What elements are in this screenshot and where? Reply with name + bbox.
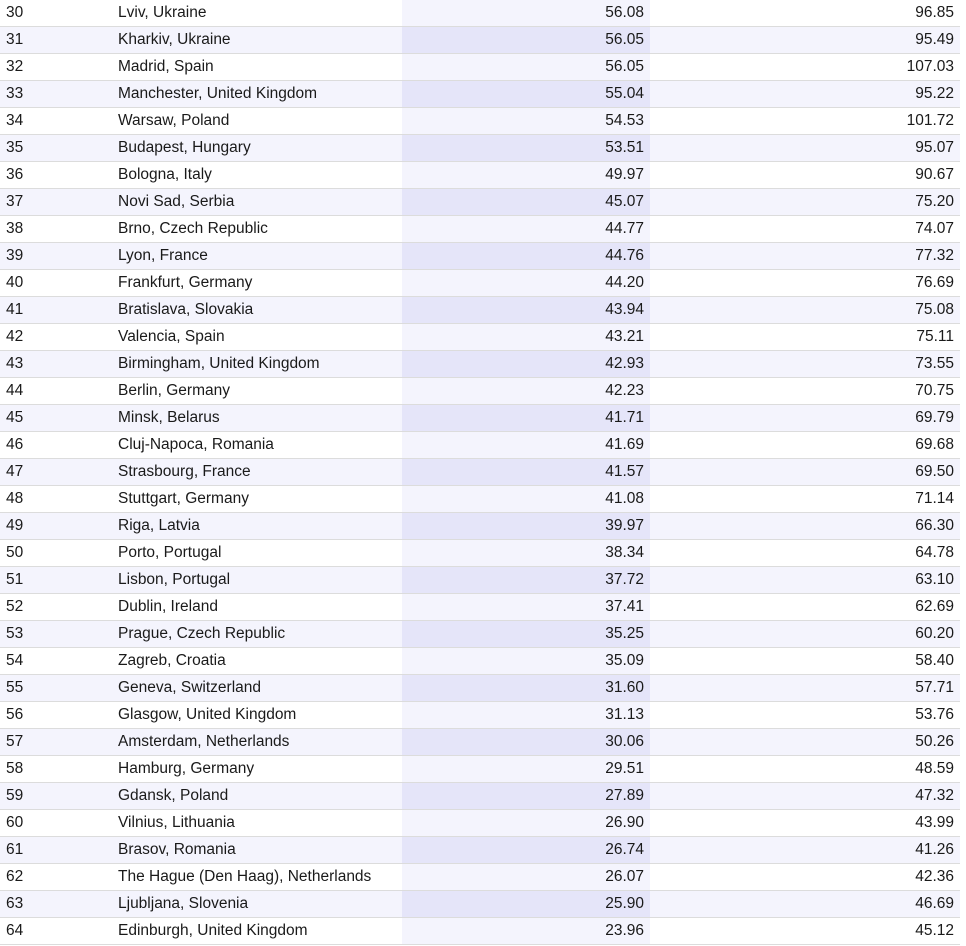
- index-value-cell: 55.04: [402, 81, 650, 108]
- table-row: [0, 270, 960, 297]
- city-cell: Gdansk, Poland: [112, 783, 402, 810]
- city-cell: Kharkiv, Ukraine: [112, 27, 402, 54]
- rank-cell: 62: [0, 864, 112, 891]
- rank-cell: 38: [0, 216, 112, 243]
- table-row: [0, 594, 960, 621]
- index-value-cell: 69.68: [650, 432, 960, 459]
- index-value-cell: 39.97: [402, 513, 650, 540]
- city-cell: Amsterdam, Netherlands: [112, 729, 402, 756]
- index-value-cell: 41.08: [402, 486, 650, 513]
- table-row: [0, 81, 960, 108]
- table-row: [0, 837, 960, 864]
- table-row: [0, 27, 960, 54]
- city-cell: Warsaw, Poland: [112, 108, 402, 135]
- rank-cell: 46: [0, 432, 112, 459]
- city-cell: Hamburg, Germany: [112, 756, 402, 783]
- city-cell: Budapest, Hungary: [112, 135, 402, 162]
- index-value-cell: 71.14: [650, 486, 960, 513]
- rank-cell: 49: [0, 513, 112, 540]
- city-cell: Stuttgart, Germany: [112, 486, 402, 513]
- rank-cell: 31: [0, 27, 112, 54]
- city-cell: Prague, Czech Republic: [112, 621, 402, 648]
- rank-cell: 33: [0, 81, 112, 108]
- city-cell: Ljubljana, Slovenia: [112, 891, 402, 918]
- index-value-cell: 50.26: [650, 729, 960, 756]
- rank-cell: 40: [0, 270, 112, 297]
- rank-cell: 55: [0, 675, 112, 702]
- index-value-cell: 46.69: [650, 891, 960, 918]
- rank-cell: 35: [0, 135, 112, 162]
- city-cell: Porto, Portugal: [112, 540, 402, 567]
- index-value-cell: 48.59: [650, 756, 960, 783]
- index-value-cell: 44.76: [402, 243, 650, 270]
- rank-cell: 39: [0, 243, 112, 270]
- table-row: [0, 567, 960, 594]
- table-row: [0, 513, 960, 540]
- index-value-cell: 23.96: [402, 918, 650, 945]
- index-value-cell: 73.55: [650, 351, 960, 378]
- city-cell: Brno, Czech Republic: [112, 216, 402, 243]
- table-row: [0, 108, 960, 135]
- index-value-cell: 41.26: [650, 837, 960, 864]
- index-value-cell: 62.69: [650, 594, 960, 621]
- index-value-cell: 95.22: [650, 81, 960, 108]
- table-row: [0, 675, 960, 702]
- rank-cell: 47: [0, 459, 112, 486]
- index-value-cell: 69.79: [650, 405, 960, 432]
- city-cell: Lyon, France: [112, 243, 402, 270]
- index-value-cell: 53.51: [402, 135, 650, 162]
- index-value-cell: 27.89: [402, 783, 650, 810]
- city-cell: Zagreb, Croatia: [112, 648, 402, 675]
- index-value-cell: 96.85: [650, 0, 960, 27]
- index-value-cell: 35.25: [402, 621, 650, 648]
- table-row: [0, 135, 960, 162]
- rank-cell: 51: [0, 567, 112, 594]
- city-cell: Minsk, Belarus: [112, 405, 402, 432]
- index-value-cell: 49.97: [402, 162, 650, 189]
- index-value-cell: 42.36: [650, 864, 960, 891]
- table-row: [0, 351, 960, 378]
- index-value-cell: 95.49: [650, 27, 960, 54]
- index-value-cell: 57.71: [650, 675, 960, 702]
- rank-cell: 37: [0, 189, 112, 216]
- rank-cell: 56: [0, 702, 112, 729]
- index-value-cell: 45.07: [402, 189, 650, 216]
- table-row: [0, 486, 960, 513]
- table-row: [0, 621, 960, 648]
- city-cell: Frankfurt, Germany: [112, 270, 402, 297]
- city-cell: Glasgow, United Kingdom: [112, 702, 402, 729]
- table-row: [0, 918, 960, 945]
- index-value-cell: 101.72: [650, 108, 960, 135]
- table-row: [0, 891, 960, 918]
- table-row: [0, 540, 960, 567]
- rank-cell: 36: [0, 162, 112, 189]
- index-value-cell: 25.90: [402, 891, 650, 918]
- index-value-cell: 56.05: [402, 54, 650, 81]
- index-value-cell: 41.57: [402, 459, 650, 486]
- city-cell: Bratislava, Slovakia: [112, 297, 402, 324]
- table-row: [0, 810, 960, 837]
- rank-cell: 61: [0, 837, 112, 864]
- index-value-cell: 95.07: [650, 135, 960, 162]
- index-value-cell: 47.32: [650, 783, 960, 810]
- index-value-cell: 75.11: [650, 324, 960, 351]
- index-value-cell: 64.78: [650, 540, 960, 567]
- index-value-cell: 77.32: [650, 243, 960, 270]
- index-value-cell: 45.12: [650, 918, 960, 945]
- rank-cell: 59: [0, 783, 112, 810]
- rank-cell: 44: [0, 378, 112, 405]
- rank-cell: 64: [0, 918, 112, 945]
- table-row: [0, 864, 960, 891]
- rank-cell: 50: [0, 540, 112, 567]
- rank-cell: 34: [0, 108, 112, 135]
- rank-cell: 58: [0, 756, 112, 783]
- index-value-cell: 38.34: [402, 540, 650, 567]
- index-value-cell: 44.77: [402, 216, 650, 243]
- city-cell: The Hague (Den Haag), Netherlands: [112, 864, 402, 891]
- index-value-cell: 75.08: [650, 297, 960, 324]
- city-cell: Riga, Latvia: [112, 513, 402, 540]
- rank-cell: 63: [0, 891, 112, 918]
- index-value-cell: 37.41: [402, 594, 650, 621]
- index-value-cell: 70.75: [650, 378, 960, 405]
- city-cell: Birmingham, United Kingdom: [112, 351, 402, 378]
- index-value-cell: 60.20: [650, 621, 960, 648]
- city-cell: Brasov, Romania: [112, 837, 402, 864]
- rank-cell: 32: [0, 54, 112, 81]
- index-value-cell: 66.30: [650, 513, 960, 540]
- table-row: [0, 783, 960, 810]
- rank-cell: 48: [0, 486, 112, 513]
- table-row: [0, 0, 960, 27]
- rank-cell: 60: [0, 810, 112, 837]
- city-cell: Lisbon, Portugal: [112, 567, 402, 594]
- index-value-cell: 35.09: [402, 648, 650, 675]
- rank-cell: 30: [0, 0, 112, 27]
- index-value-cell: 26.07: [402, 864, 650, 891]
- city-cell: Madrid, Spain: [112, 54, 402, 81]
- city-cell: Manchester, United Kingdom: [112, 81, 402, 108]
- table-row: [0, 54, 960, 81]
- index-value-cell: 29.51: [402, 756, 650, 783]
- index-value-cell: 74.07: [650, 216, 960, 243]
- index-value-cell: 42.23: [402, 378, 650, 405]
- index-value-cell: 41.71: [402, 405, 650, 432]
- rank-cell: 57: [0, 729, 112, 756]
- city-cell: Bologna, Italy: [112, 162, 402, 189]
- table-row: [0, 756, 960, 783]
- rank-cell: 42: [0, 324, 112, 351]
- table-row: [0, 243, 960, 270]
- table-row: [0, 432, 960, 459]
- city-cell: Lviv, Ukraine: [112, 0, 402, 27]
- index-value-cell: 43.94: [402, 297, 650, 324]
- city-cell: Dublin, Ireland: [112, 594, 402, 621]
- index-value-cell: 107.03: [650, 54, 960, 81]
- index-value-cell: 43.21: [402, 324, 650, 351]
- table-row: [0, 216, 960, 243]
- rank-cell: 45: [0, 405, 112, 432]
- index-value-cell: 30.06: [402, 729, 650, 756]
- table-row: [0, 378, 960, 405]
- index-value-cell: 43.99: [650, 810, 960, 837]
- table-row: [0, 648, 960, 675]
- index-value-cell: 53.76: [650, 702, 960, 729]
- index-value-cell: 31.13: [402, 702, 650, 729]
- rank-cell: 53: [0, 621, 112, 648]
- index-value-cell: 26.74: [402, 837, 650, 864]
- index-value-cell: 90.67: [650, 162, 960, 189]
- index-value-cell: 58.40: [650, 648, 960, 675]
- index-value-cell: 56.05: [402, 27, 650, 54]
- city-cell: Valencia, Spain: [112, 324, 402, 351]
- index-value-cell: 42.93: [402, 351, 650, 378]
- index-value-cell: 44.20: [402, 270, 650, 297]
- index-value-cell: 31.60: [402, 675, 650, 702]
- rank-cell: 41: [0, 297, 112, 324]
- index-value-cell: 75.20: [650, 189, 960, 216]
- city-cell: Strasbourg, France: [112, 459, 402, 486]
- index-value-cell: 56.08: [402, 0, 650, 27]
- table-row: [0, 702, 960, 729]
- table-row: [0, 189, 960, 216]
- rank-cell: 54: [0, 648, 112, 675]
- index-value-cell: 37.72: [402, 567, 650, 594]
- city-cell: Geneva, Switzerland: [112, 675, 402, 702]
- table-row: [0, 729, 960, 756]
- index-value-cell: 69.50: [650, 459, 960, 486]
- city-cell: Novi Sad, Serbia: [112, 189, 402, 216]
- rank-cell: 52: [0, 594, 112, 621]
- table-row: [0, 405, 960, 432]
- index-value-cell: 26.90: [402, 810, 650, 837]
- city-cell: Berlin, Germany: [112, 378, 402, 405]
- rank-cell: 43: [0, 351, 112, 378]
- index-value-cell: 63.10: [650, 567, 960, 594]
- index-value-cell: 41.69: [402, 432, 650, 459]
- city-cell: Vilnius, Lithuania: [112, 810, 402, 837]
- table-row: [0, 324, 960, 351]
- city-cell: Edinburgh, United Kingdom: [112, 918, 402, 945]
- table-row: [0, 297, 960, 324]
- index-value-cell: 76.69: [650, 270, 960, 297]
- table-row: [0, 162, 960, 189]
- index-value-cell: 54.53: [402, 108, 650, 135]
- city-cell: Cluj-Napoca, Romania: [112, 432, 402, 459]
- table-row: [0, 459, 960, 486]
